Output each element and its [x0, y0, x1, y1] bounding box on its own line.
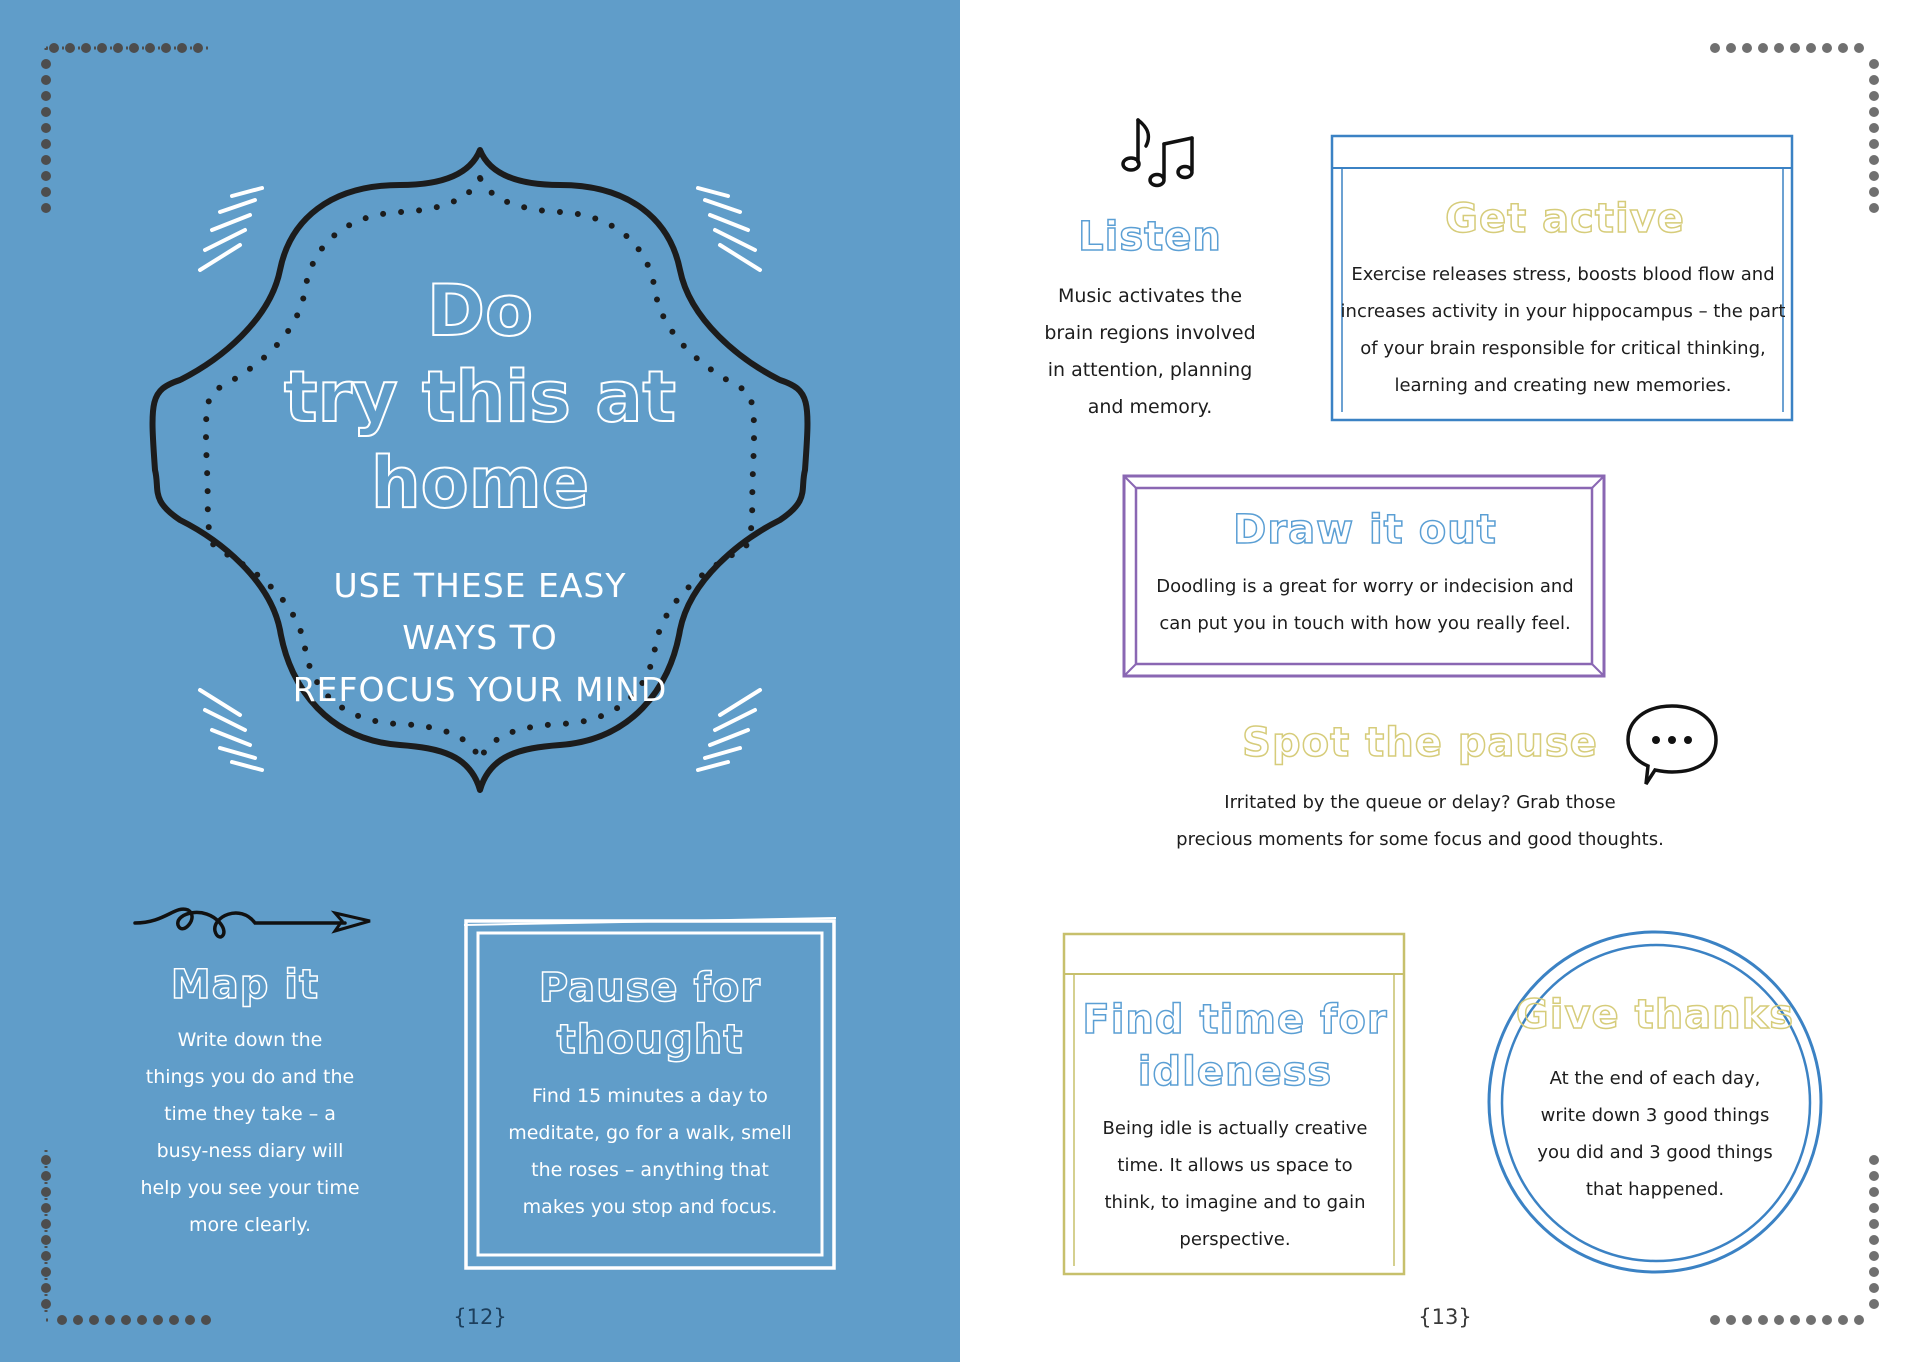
idleness-heading — [1070, 994, 1400, 1098]
draw-it-out-text — [1130, 568, 1600, 642]
idleness-text — [1070, 1110, 1400, 1258]
idleness-line: perspective. — [1179, 1229, 1291, 1250]
listen-heading: Listen — [1078, 214, 1222, 260]
spot-the-pause-line: Irritated by the queue or delay? Grab those — [1224, 792, 1616, 813]
right-page — [960, 0, 1920, 1362]
map-it-line: help you see your time — [140, 1177, 360, 1199]
pause-line: makes you stop and focus. — [522, 1196, 778, 1218]
subtitle-line-1: USE THESE EASY WAYS TO — [333, 566, 627, 657]
title-line-1: Do — [426, 270, 534, 352]
get-active-heading: Get active — [1445, 196, 1685, 242]
pause-line: Find 15 minutes a day to — [532, 1085, 768, 1107]
draw-it-out-heading: Draw it out — [1233, 507, 1497, 553]
give-thanks-line: write down 3 good things — [1540, 1105, 1770, 1126]
spot-the-pause-line: precious moments for some focus and good thoughts. — [1176, 829, 1664, 850]
get-active-line: of your brain responsible for critical thinking, — [1360, 338, 1766, 359]
idleness-line: think, to imagine and to gain — [1104, 1192, 1366, 1213]
idleness-heading-line: idleness — [1137, 1049, 1333, 1095]
pause-text — [490, 1078, 810, 1226]
draw-it-out-line: Doodling is a great for worry or indecision and — [1156, 576, 1574, 597]
map-it-line: Write down the — [177, 1029, 323, 1051]
give-thanks-heading: Give thanks — [1515, 992, 1795, 1038]
swirl-arrow-icon — [130, 895, 380, 955]
draw-it-out-line: can put you in touch with how you really feel. — [1159, 613, 1571, 634]
subtitle-line-2: REFOCUS YOUR MIND — [292, 670, 668, 709]
pause-line: the roses – anything that — [531, 1159, 769, 1181]
give-thanks-line: that happened. — [1585, 1179, 1725, 1200]
map-it-line: things you do and the — [145, 1066, 355, 1088]
get-active-line: Exercise releases stress, boosts blood flow and — [1351, 264, 1775, 285]
listen-line: Music activates the — [1057, 285, 1243, 307]
idleness-line: time. It allows us space to — [1117, 1155, 1353, 1176]
get-active-line: learning and creating new memories. — [1394, 375, 1732, 396]
page-title — [250, 268, 710, 526]
listen-line: and memory. — [1087, 396, 1213, 418]
give-thanks-text — [1510, 1060, 1800, 1208]
map-it-line: busy-ness diary will — [156, 1140, 344, 1162]
pause-line: meditate, go for a walk, smell — [508, 1122, 792, 1144]
pause-heading — [490, 962, 810, 1066]
map-it-heading: Map it — [170, 962, 320, 1008]
page-number-right: {13} — [1418, 1305, 1472, 1329]
map-it-line: more clearly. — [189, 1214, 311, 1236]
speech-bubble-icon — [1622, 700, 1722, 790]
page-subtitle — [290, 560, 670, 716]
pause-heading-line: Pause for — [538, 965, 762, 1011]
idleness-heading-line: Find time for — [1082, 997, 1388, 1043]
pause-heading-line: thought — [556, 1017, 744, 1063]
title-line-3: home — [370, 442, 590, 524]
page-number-left: {12} — [453, 1305, 507, 1329]
map-it-line: time they take – a — [164, 1103, 336, 1125]
music-notes-icon — [1120, 112, 1210, 192]
idleness-line: Being idle is actually creative — [1102, 1118, 1368, 1139]
get-active-text — [1338, 256, 1788, 404]
listen-line: brain regions involved — [1044, 322, 1256, 344]
map-it-text — [120, 1022, 380, 1244]
get-active-line: increases activity in your hippocampus – the part — [1340, 301, 1786, 322]
give-thanks-line: you did and 3 good things — [1537, 1142, 1773, 1163]
listen-line: in attention, planning — [1047, 359, 1253, 381]
title-line-2: try this at — [283, 356, 676, 438]
give-thanks-line: At the end of each day, — [1549, 1068, 1761, 1089]
listen-text — [1020, 278, 1280, 426]
spot-the-pause-text — [1170, 784, 1670, 858]
spot-the-pause-heading: Spot the pause — [1242, 720, 1598, 766]
